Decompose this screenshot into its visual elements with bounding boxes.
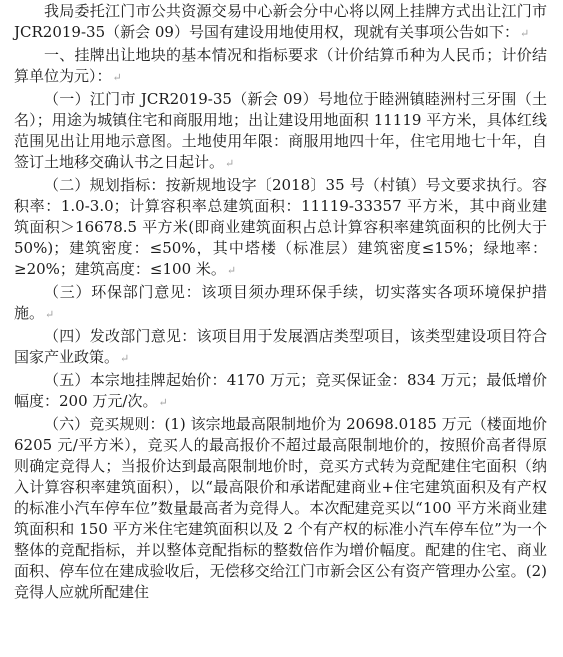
item-one-paragraph: （一）江门市 JCR2019-35（新会 09）号地位于睦洲镇睦洲村三牙围（土名）；用途为城镇住宅和商服用地；出让建设用地面积 11119 平方米，具体红线范围见出让用地示意图。土地使用年限：商服用地四十年，住宅用地七十年，自签订土地移交确认书之日起计。↵ xyxy=(14,90,547,171)
item-four-paragraph: （四）发改部门意见：该项目用于发展酒店类型项目，该类型建设项目符合国家产业政策。↵ xyxy=(14,327,547,366)
return-mark: ↵ xyxy=(226,264,237,277)
return-mark: ↵ xyxy=(519,27,530,40)
return-mark: ↵ xyxy=(225,157,235,170)
return-mark: ↵ xyxy=(45,308,55,321)
item-two-paragraph: （二）规划指标：按新规地设字〔2018〕35 号（村镇）号文要求执行。容积率：1.0-3.0；计算容积率总建筑面积：11119-33357 平方米，其中商业建筑面积＞16678.5 平方米(即商业建筑面积占总计算容积率建筑面积的比例大于 50%)；建筑密度：≤50%，其中塔楼（标准层）建筑密度≤15%；绿地率：≥20%；建筑高度：≤100 米。↵ xyxy=(14,176,547,278)
return-mark: ↵ xyxy=(112,71,122,84)
return-mark: ↵ xyxy=(120,352,130,365)
intro-paragraph: 我局委托江门市公共资源交易中心新会分中心将以网上挂牌方式出让江门市 JCR2019-35（新会 09）号国有建设用地使用权，现就有关事项公告如下：↵ xyxy=(14,2,547,41)
return-mark: ↵ xyxy=(158,396,168,409)
section-one-heading: 一、挂牌出让地块的基本情况和指标要求（计价结算币种为人民币；计价结算单位为元）：↵ xyxy=(14,46,547,85)
item-five-paragraph: （五）本宗地挂牌起始价：4170 万元；竞买保证金：834 万元；最低增价幅度：200 万元/次。↵ xyxy=(14,371,547,410)
item-three-paragraph: （三）环保部门意见：该项目须办理环保手续，切实落实各项环境保护措施。↵ xyxy=(14,283,547,322)
item-six-paragraph: （六）竞买规则：(1) 该宗地最高限制地价为 20698.0185 万元（楼面地价 6205 元/平方米），竞买人的最高报价不超过最高限制地价的，按照价高者得原则确定竞得人；当报价达到最高限制地价时，竞买方式转为竞配建住宅面积（纳入计算容积率建筑面积），以“最高限价和承诺配建商业+住宅建筑面积及有产权的标准小汽车停车位”数量最高者为竞得人。本次配建竞买以“100 平方米商业建筑面积和 150 平方米住宅建筑面积以及 2 个有产权的标准小汽车停车位”为一个整体的竞配指标，并以整体竞配指标的整数倍作为增价幅度。配建的住宅、商业面积、停车位在建成验收后，无偿移交给江门市新会区公有资产管理办公室。(2) 竞得人应就所配建住 xyxy=(14,415,547,601)
